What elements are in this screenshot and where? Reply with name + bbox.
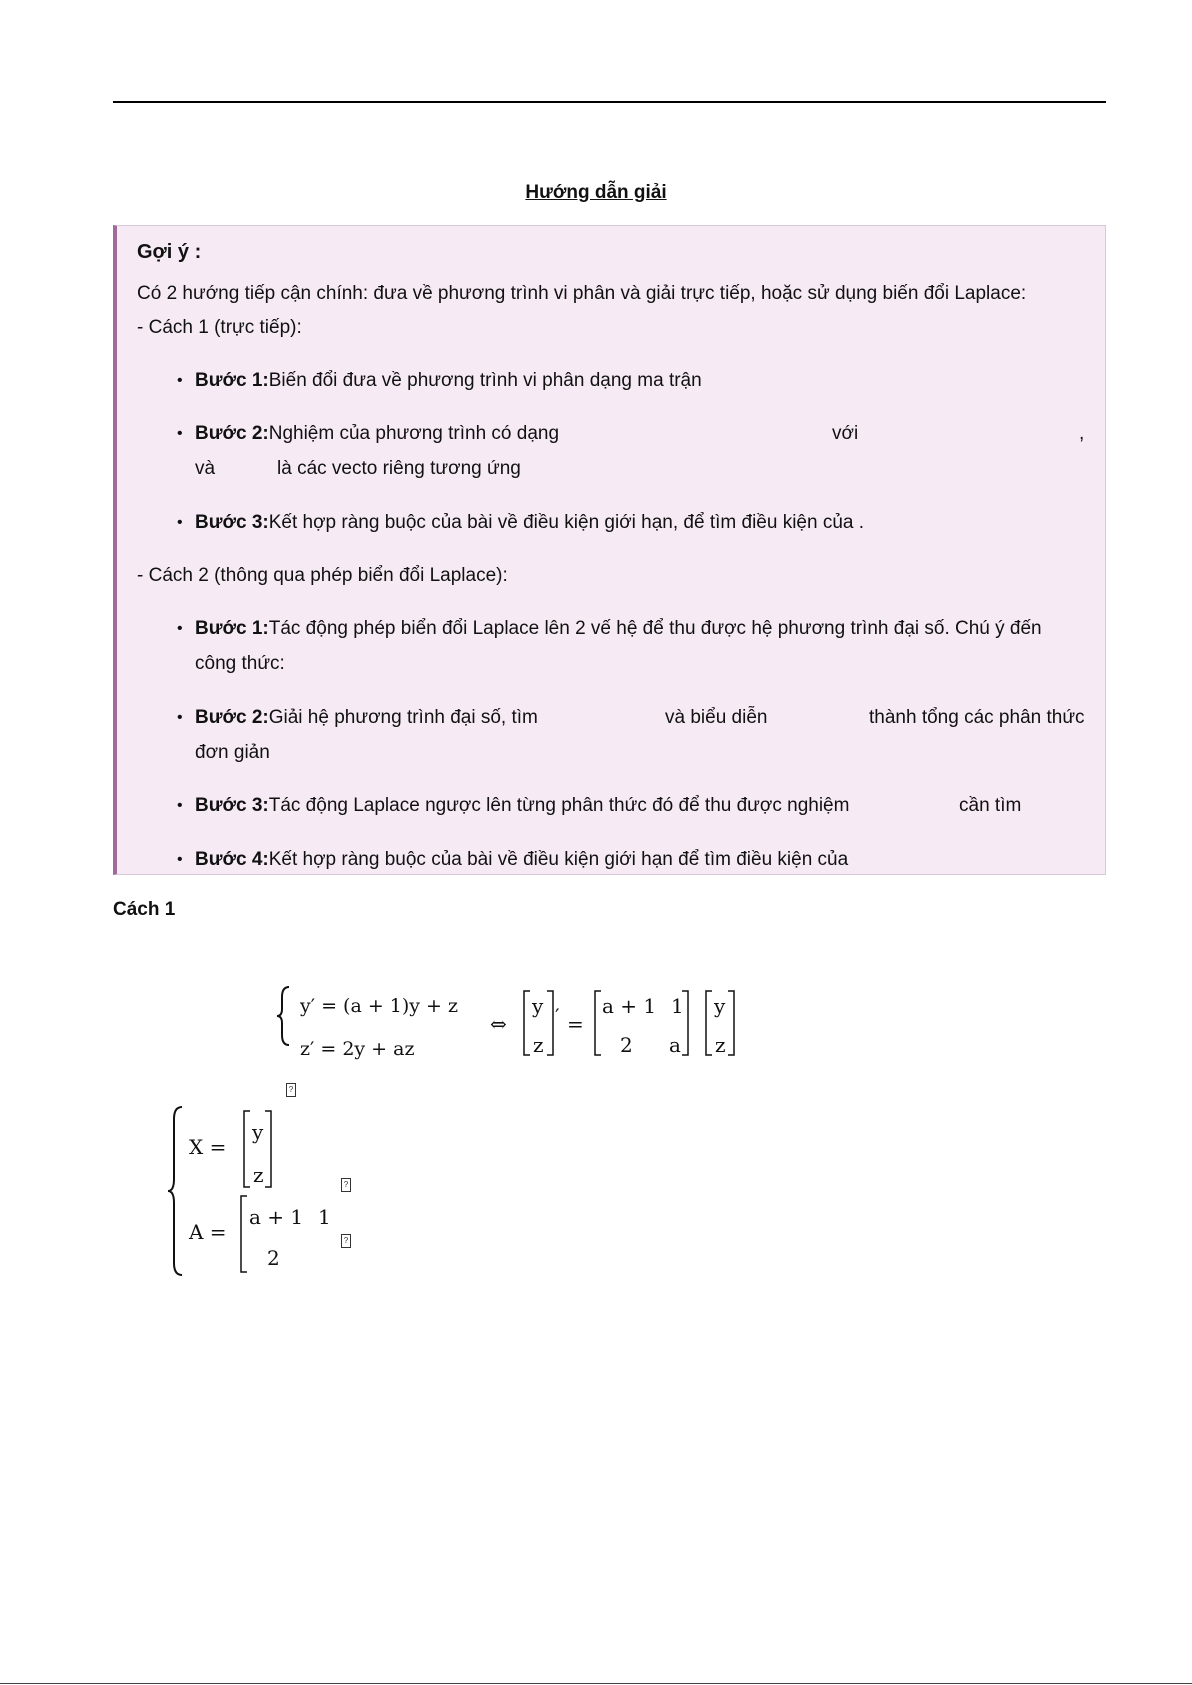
step-label: Bước 2: [195, 707, 269, 728]
step-text: Kết hợp ràng buộc của bài về điều kiện giới hạn để tìm điều kiện của [268, 849, 849, 870]
step-label: Bước 2: [195, 423, 269, 444]
step-text-end: cần tìm [959, 795, 1022, 816]
step-label: Bước 3: [195, 795, 269, 816]
bullet-icon: • [177, 709, 183, 726]
missing-glyph-icon: ? [341, 1234, 351, 1248]
system-eq-2: z′ = 2y + az [300, 1038, 415, 1060]
step-text-line2a: và [195, 458, 216, 479]
missing-glyph-icon: ? [286, 1083, 296, 1097]
method2-step3 [195, 794, 849, 818]
header-rule [113, 101, 1106, 103]
bullet-icon: • [177, 620, 183, 637]
matrix-a22: a [669, 1033, 681, 1057]
step-text-line2: công thức: [195, 653, 285, 674]
method2-label: - Cách 2 (thông qua phép biển đổi Laplace): [137, 565, 508, 586]
X-label: X = [189, 1135, 227, 1159]
bracket-left [705, 990, 713, 1056]
method2-step2 [195, 706, 538, 730]
step-text-line2b: là các vecto riêng tương ứng [277, 458, 521, 479]
bullet-icon: • [177, 514, 183, 531]
bracket-right [681, 990, 689, 1056]
step-label: Bước 3: [195, 512, 269, 533]
vector-z: z [533, 1033, 544, 1057]
matrix-a21: 2 [620, 1033, 633, 1057]
equals-sign: = [567, 1012, 584, 1036]
step-label: Bước 1: [195, 370, 269, 391]
method1-label: - Cách 1 (trực tiếp): [137, 317, 302, 338]
step-label: Bước 4: [195, 849, 269, 870]
bullet-icon: • [177, 797, 183, 814]
bracket-left [240, 1195, 248, 1273]
left-brace [276, 985, 292, 1047]
bracket-left [243, 1110, 251, 1188]
section-title: Cách 1 [113, 899, 176, 920]
hint-box [113, 225, 1106, 875]
method1-step3 [195, 511, 864, 535]
A-label: A = [189, 1220, 227, 1244]
bracket-left [594, 990, 602, 1056]
method1-step2 [195, 422, 559, 446]
step-text-mid: với [832, 423, 859, 444]
system-eq-1: y′ = (a + 1)y + z [300, 995, 459, 1017]
bracket-right [546, 990, 554, 1056]
method2-step1 [195, 617, 1042, 641]
method1-step1 [195, 369, 702, 393]
bracket-left [523, 990, 531, 1056]
step-text: Biến đổi đưa về phương trình vi phân dạng ma trận [268, 370, 702, 391]
bracket-right [264, 1110, 272, 1188]
bullet-icon: • [177, 372, 183, 389]
vector-y: y [252, 1120, 264, 1144]
step-label: Bước 1: [195, 618, 269, 639]
step-text: Nghiệm của phương trình có dạng [268, 423, 560, 444]
vector-y: y [532, 994, 544, 1018]
method2-step4 [195, 848, 848, 872]
bracket-right [727, 990, 735, 1056]
matrix-a11: a + 1 [602, 994, 657, 1018]
step-text: Tác động Laplace ngược lên từng phân thức đó để thu được nghiệm [268, 795, 850, 816]
step-text-mid: và biểu diễn [665, 707, 768, 728]
step-text: Kết hợp ràng buộc của bài về điều kiện giới hạn, để tìm điều kiện của . [268, 512, 865, 533]
matrix-A12: 1 [318, 1205, 331, 1229]
matrix-A21: 2 [267, 1246, 280, 1270]
vector-z: z [253, 1163, 264, 1187]
hint-intro: Có 2 hướng tiếp cận chính: đưa về phương trình vi phân và giải trực tiếp, hoặc sử dụng biến đổi Laplace: [137, 283, 1027, 304]
bullet-icon: • [177, 851, 183, 868]
step-text-end: thành tổng các phân thức [869, 707, 1085, 728]
vector-z: z [715, 1033, 726, 1057]
hint-heading: Gợi ý : [137, 241, 202, 263]
iff-symbol: ⇔ [490, 1012, 507, 1036]
step-text-end: , [1079, 423, 1085, 444]
matrix-a12: 1 [671, 994, 684, 1018]
missing-glyph-icon: ? [341, 1178, 351, 1192]
footer-rule [0, 1683, 1192, 1684]
step-text: Giải hệ phương trình đại số, tìm [268, 707, 538, 728]
left-brace [166, 1105, 184, 1277]
prime-mark: ′ [555, 1004, 560, 1028]
step-text-line2: đơn giản [195, 742, 270, 763]
vector-y: y [714, 994, 726, 1018]
matrix-A11: a + 1 [249, 1205, 304, 1229]
step-text: Tác động phép biển đổi Laplace lên 2 vế hệ để thu được hệ phương trình đại số. Chú ý đến [268, 618, 1042, 639]
bullet-icon: • [177, 425, 183, 442]
page-title: Hướng dẫn giải [525, 182, 667, 203]
